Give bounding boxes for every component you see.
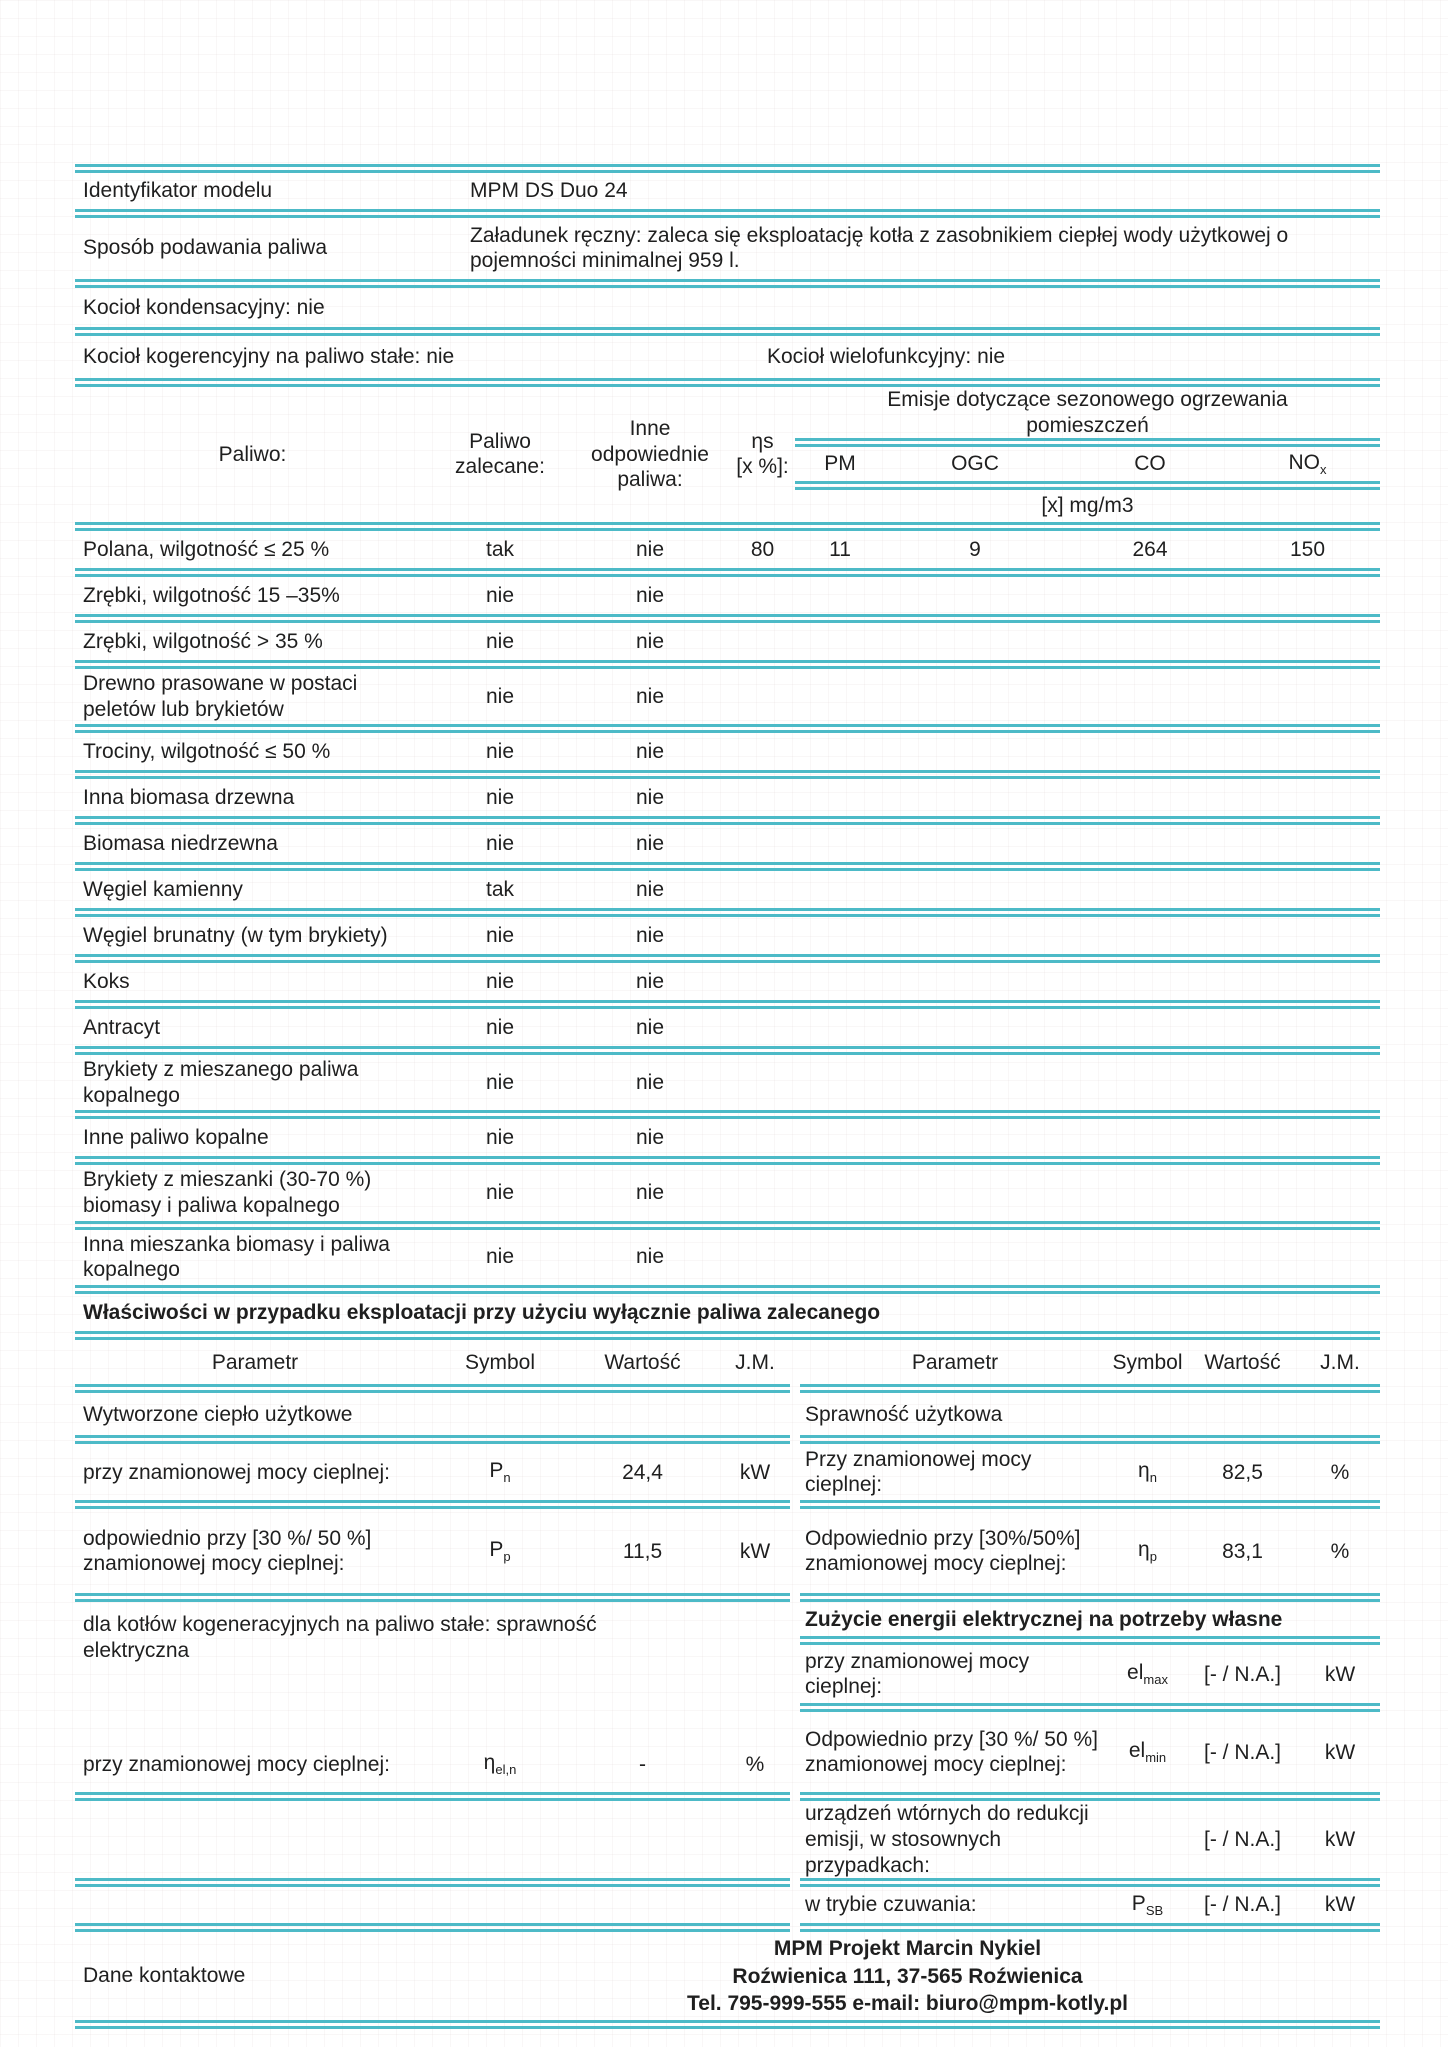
divider xyxy=(75,279,1380,288)
param-row xyxy=(800,1712,1380,1792)
boiler-flags-row xyxy=(75,336,1380,378)
fuel-row xyxy=(75,1055,1380,1110)
fuel-row xyxy=(75,917,1380,954)
param-unit: % xyxy=(745,1752,765,1776)
unit-header-label: J.M. xyxy=(1320,1350,1360,1374)
param-value: [- / N.A.] xyxy=(1203,1893,1281,1917)
divider xyxy=(800,1878,1380,1887)
properties-section-title: Właściwości w przypadku eksploatacji przy użyciu wyłącznie paliwa zalecanego xyxy=(83,1300,881,1324)
fuel-name-cell: Inna biomasa drzewna xyxy=(83,785,295,809)
fuel-pm-cell: 11 xyxy=(829,537,851,561)
electric-consumption-title: Zużycie energii elektrycznej na potrzeby własne xyxy=(805,1607,1283,1631)
fuel-recommended-cell: nie xyxy=(485,629,515,653)
divider xyxy=(75,2020,1380,2029)
param-header-right xyxy=(800,1340,1380,1393)
emissions-title xyxy=(795,387,1380,438)
fuel-name-cell: Węgiel brunatny (w tym brykiety) xyxy=(83,923,388,947)
fuel-other-cell: nie xyxy=(635,684,665,708)
fuel-recommended-cell: nie xyxy=(485,1181,515,1205)
param-header-band xyxy=(75,1340,1380,1393)
fuel-other-cell: nie xyxy=(635,831,665,855)
param-unit: kW xyxy=(1324,1893,1356,1917)
param-label: urządzeń wtórnych do redukcji emisji, w stosownych przypadkach: xyxy=(805,1802,1089,1877)
divider xyxy=(75,1792,790,1801)
fuel-row xyxy=(75,623,1380,660)
fuel-row xyxy=(75,1119,1380,1156)
divider xyxy=(75,1435,790,1444)
param-row xyxy=(75,1458,790,1486)
param-value: [- / N.A.] xyxy=(1203,1828,1281,1852)
emissions-columns xyxy=(795,447,1380,481)
fuel-row xyxy=(75,1230,1380,1285)
fuel-table-header xyxy=(75,387,1380,522)
fuel-other-cell: nie xyxy=(635,785,665,809)
param-label: Odpowiednio przy [30%/50%] znamionowej mocy cieplnej: xyxy=(805,1526,1081,1576)
param-unit: kW xyxy=(1324,1828,1356,1852)
fuel-row xyxy=(75,825,1380,862)
divider xyxy=(800,1636,1380,1645)
fuel-recommended-cell: nie xyxy=(485,831,515,855)
divider xyxy=(75,1593,790,1602)
contact-label: Dane kontaktowe xyxy=(83,1964,246,1988)
param-label: Odpowiednio przy [30 %/ 50 %] znamionowej mocy cieplnej: xyxy=(805,1727,1098,1777)
param-symbol: $el_{max}$ xyxy=(1127,1661,1168,1688)
product-datasheet xyxy=(75,164,1380,2029)
divider xyxy=(800,1384,1380,1393)
co-column-header: CO xyxy=(1134,452,1166,476)
fuel-row xyxy=(75,871,1380,908)
recommended-column-header: Paliwo zalecane: xyxy=(455,429,545,479)
fuel-recommended-cell: nie xyxy=(485,923,515,947)
param-label: przy znamionowej mocy cieplnej: xyxy=(805,1649,1030,1699)
fuel-other-cell: nie xyxy=(635,877,665,901)
param-symbol: $P_p$ xyxy=(489,1538,511,1565)
param-label: w trybie czuwania: xyxy=(805,1893,977,1917)
divider xyxy=(75,1500,790,1509)
fuel-row xyxy=(75,669,1380,724)
fuel-recommended-cell: nie xyxy=(485,785,515,809)
param-label: Przy znamionowej mocy cieplnej: xyxy=(805,1447,1032,1497)
contact-company: MPM Projekt Marcin Nykiel xyxy=(773,1937,1042,1961)
fuel-eta-cell: 80 xyxy=(750,537,775,561)
param-row xyxy=(800,1645,1380,1703)
divider xyxy=(75,724,1380,733)
fuel-feed-value: Załadunek ręczny: zaleca się eksploatację kotła z zasobnikiem ciepłej wody użytkowej o pojemności minimalnej 959 l. xyxy=(470,223,1289,273)
nominal-power-band xyxy=(75,1444,1380,1509)
partial-load-band xyxy=(75,1509,1380,1602)
param-header-label: Parametr xyxy=(211,1350,299,1374)
efficiency-column-header xyxy=(730,387,795,522)
divider xyxy=(75,1156,1380,1165)
fuel-name-cell: Antracyt xyxy=(83,1015,161,1039)
fuel-row xyxy=(75,577,1380,614)
divider xyxy=(75,568,1380,577)
param-symbol: $P_n$ xyxy=(489,1459,511,1486)
nox-subscript: x xyxy=(1319,462,1327,478)
fuel-name-cell: Koks xyxy=(83,969,130,993)
divider xyxy=(75,1221,1380,1230)
pm-column-header: PM xyxy=(824,452,856,476)
divider xyxy=(75,1046,1380,1055)
divider xyxy=(75,327,1380,336)
divider xyxy=(800,1500,1380,1509)
divider xyxy=(75,614,1380,623)
divider xyxy=(75,660,1380,669)
emissions-unit-note: [x] mg/m3 xyxy=(1041,494,1134,518)
fuel-other-cell: nie xyxy=(635,1070,665,1094)
param-value: - xyxy=(639,1752,646,1776)
param-label: odpowiednio przy [30 %/ 50 %] znamionowej mocy cieplnej: xyxy=(83,1526,372,1576)
fuel-name-cell: Inne paliwo kopalne xyxy=(83,1126,269,1150)
fuel-other-cell: nie xyxy=(635,969,665,993)
fuel-name-cell: Zrębki, wilgotność > 35 % xyxy=(83,629,323,653)
fuel-recommended-cell: nie xyxy=(485,739,515,763)
param-symbol: $\eta_{el,n}$ xyxy=(483,1751,517,1778)
fuel-recommended-cell: nie xyxy=(485,969,515,993)
param-symbol: $\eta_p$ xyxy=(1138,1538,1157,1565)
fuel-recommended-cell: nie xyxy=(485,583,515,607)
fuel-row xyxy=(75,779,1380,816)
fuel-other-cell: nie xyxy=(635,1245,665,1269)
divider xyxy=(75,1878,790,1887)
contact-phone-email: Tel. 795-999-555 e-mail: biuro@mpm-kotly.pl xyxy=(687,1991,1128,2015)
param-value: [- / N.A.] xyxy=(1203,1662,1281,1686)
secondary-devices-band xyxy=(75,1801,1380,1887)
fuel-column-header: Paliwo: xyxy=(218,442,287,466)
fuel-other-cell: nie xyxy=(635,537,665,561)
param-unit: kW xyxy=(1324,1662,1356,1686)
param-header-left xyxy=(75,1340,790,1393)
fuel-co-cell: 264 xyxy=(1132,537,1168,561)
param-symbol: $el_{min}$ xyxy=(1128,1739,1167,1766)
electrical-band xyxy=(75,1602,1380,1801)
divider xyxy=(75,770,1380,779)
model-id-label: Identyfikator modelu xyxy=(83,179,273,202)
fuel-recommended-cell: nie xyxy=(485,684,515,708)
fuel-other-cell: nie xyxy=(635,1126,665,1150)
divider xyxy=(800,1923,1380,1932)
fuel-feed-label: Sposób podawania paliwa xyxy=(83,236,328,260)
fuel-recommended-cell: tak xyxy=(485,877,514,901)
emissions-title-text: Emisje dotyczące sezonowego ogrzewania pomieszczeń xyxy=(887,388,1288,437)
cogeneration-note: dla kotłów kogeneracyjnych na paliwo stałe: sprawność elektryczna xyxy=(83,1613,597,1663)
param-value: 83,1 xyxy=(1222,1539,1263,1563)
fuel-name-cell: Zrębki, wilgotność 15 –35% xyxy=(83,583,340,607)
param-row xyxy=(800,1447,1380,1498)
param-label: przy znamionowej mocy cieplnej: xyxy=(83,1460,390,1484)
param-unit: kW xyxy=(739,1460,771,1484)
ogc-column-header: OGC xyxy=(951,452,999,476)
param-row xyxy=(75,1526,790,1577)
fuel-other-cell: nie xyxy=(635,923,665,947)
divider xyxy=(75,1923,790,1932)
param-symbol: $\eta_n$ xyxy=(1138,1459,1157,1486)
fuel-other-cell: nie xyxy=(635,739,665,763)
fuel-name-cell: Biomasa niedrzewna xyxy=(83,831,278,855)
efficiency-symbol: ηs xyxy=(751,429,774,453)
divider xyxy=(800,1703,1380,1712)
param-row xyxy=(800,1526,1380,1577)
symbol-header-label: Symbol xyxy=(464,1350,536,1374)
emissions-header-group xyxy=(795,387,1380,522)
fuel-nox-cell: 150 xyxy=(1289,537,1326,561)
param-value: 24,4 xyxy=(622,1460,663,1484)
contact-band xyxy=(75,1932,1380,2020)
fuel-name-cell: Węgiel kamienny xyxy=(83,877,243,901)
divider xyxy=(800,1792,1380,1801)
divider xyxy=(795,438,1380,447)
fuel-name-cell: Drewno prasowane w postaci peletów lub brykietów xyxy=(83,671,358,721)
param-value: 11,5 xyxy=(622,1539,663,1563)
divider xyxy=(75,1285,1380,1294)
divider xyxy=(75,816,1380,825)
fuel-row xyxy=(75,733,1380,770)
cogeneration-flag: Kocioł kogerencyjny na paliwo stałe: nie xyxy=(83,345,455,369)
contact-address: Roźwienica 111, 37-565 Roźwienica xyxy=(732,1964,1083,1988)
symbol-header-label: Symbol xyxy=(1112,1350,1183,1374)
contact-details xyxy=(435,1935,1380,2017)
divider xyxy=(75,954,1380,963)
other-fuels-column-header: Inne odpowiednie paliwa: xyxy=(591,417,709,492)
fuel-ogc-cell: 9 xyxy=(969,537,981,561)
fuel-name-cell: Polana, wilgotność ≤ 25 % xyxy=(83,537,330,561)
fuel-recommended-cell: nie xyxy=(485,1015,515,1039)
divider xyxy=(75,164,1380,173)
fuel-other-cell: nie xyxy=(635,583,665,607)
value-header-label: Wartość xyxy=(604,1350,681,1374)
param-unit: % xyxy=(1330,1460,1350,1484)
fuel-row xyxy=(75,531,1380,568)
fuel-recommended-cell: tak xyxy=(485,537,514,561)
fuel-recommended-cell: nie xyxy=(485,1126,515,1150)
divider xyxy=(795,481,1380,490)
fuel-recommended-cell: nie xyxy=(485,1070,515,1094)
group-title-band xyxy=(75,1393,1380,1444)
efficiency-unit: [x %]: xyxy=(736,455,789,479)
fuel-row xyxy=(75,963,1380,1000)
divider xyxy=(75,522,1380,531)
fuel-other-cell: nie xyxy=(635,629,665,653)
param-header-label: Parametr xyxy=(911,1350,999,1374)
fuel-name-cell: Brykiety z mieszanego paliwa kopalnego xyxy=(83,1058,359,1107)
divider xyxy=(75,908,1380,917)
param-row xyxy=(800,1801,1380,1878)
multifunction-flag: Kocioł wielofunkcyjny: nie xyxy=(767,345,1006,369)
param-unit: kW xyxy=(739,1539,771,1563)
divider xyxy=(75,1110,1380,1119)
param-value: 82,5 xyxy=(1222,1460,1263,1484)
fuel-row xyxy=(75,1165,1380,1220)
divider xyxy=(75,209,1380,218)
param-unit: kW xyxy=(1324,1740,1356,1764)
divider xyxy=(75,1331,1380,1340)
efficiency-group-title: Sprawność użytkowa xyxy=(805,1402,1003,1426)
divider xyxy=(75,378,1380,387)
nox-column-header xyxy=(1235,450,1380,478)
fuel-row xyxy=(75,1009,1380,1046)
fuel-feed-row xyxy=(75,218,1380,279)
unit-header-label: J.M. xyxy=(735,1350,775,1374)
fuel-other-cell: nie xyxy=(635,1181,665,1205)
fuel-name-cell: Trociny, wilgotność ≤ 50 % xyxy=(83,739,331,763)
param-symbol: $P_{SB}$ xyxy=(1131,1892,1164,1919)
divider xyxy=(75,1384,790,1393)
divider xyxy=(75,1000,1380,1009)
fuel-name-cell: Brykiety z mieszanki (30-70 %) biomasy i paliwa kopalnego xyxy=(83,1168,372,1217)
standby-band xyxy=(75,1887,1380,1932)
param-unit: % xyxy=(1330,1539,1350,1563)
fuel-recommended-cell: nie xyxy=(485,1245,515,1269)
fuel-other-cell: nie xyxy=(635,1015,665,1039)
divider xyxy=(800,1435,1380,1444)
param-row xyxy=(75,1750,790,1778)
divider xyxy=(800,1593,1380,1602)
param-value: [- / N.A.] xyxy=(1203,1740,1281,1764)
value-header-label: Wartość xyxy=(1204,1350,1281,1374)
model-id-value: MPM DS Duo 24 xyxy=(470,179,628,202)
divider xyxy=(75,862,1380,871)
fuel-name-cell: Inna mieszanka biomasy i paliwa kopalnego xyxy=(83,1232,390,1282)
useful-heat-group-title: Wytworzone ciepło użytkowe xyxy=(83,1402,353,1426)
param-row xyxy=(800,1891,1380,1919)
nox-base: NO xyxy=(1288,451,1320,475)
condensing-flag: Kocioł kondensacyjny: nie xyxy=(83,295,325,319)
param-label: przy znamionowej mocy cieplnej: xyxy=(83,1752,390,1776)
model-id-row xyxy=(75,173,1380,209)
